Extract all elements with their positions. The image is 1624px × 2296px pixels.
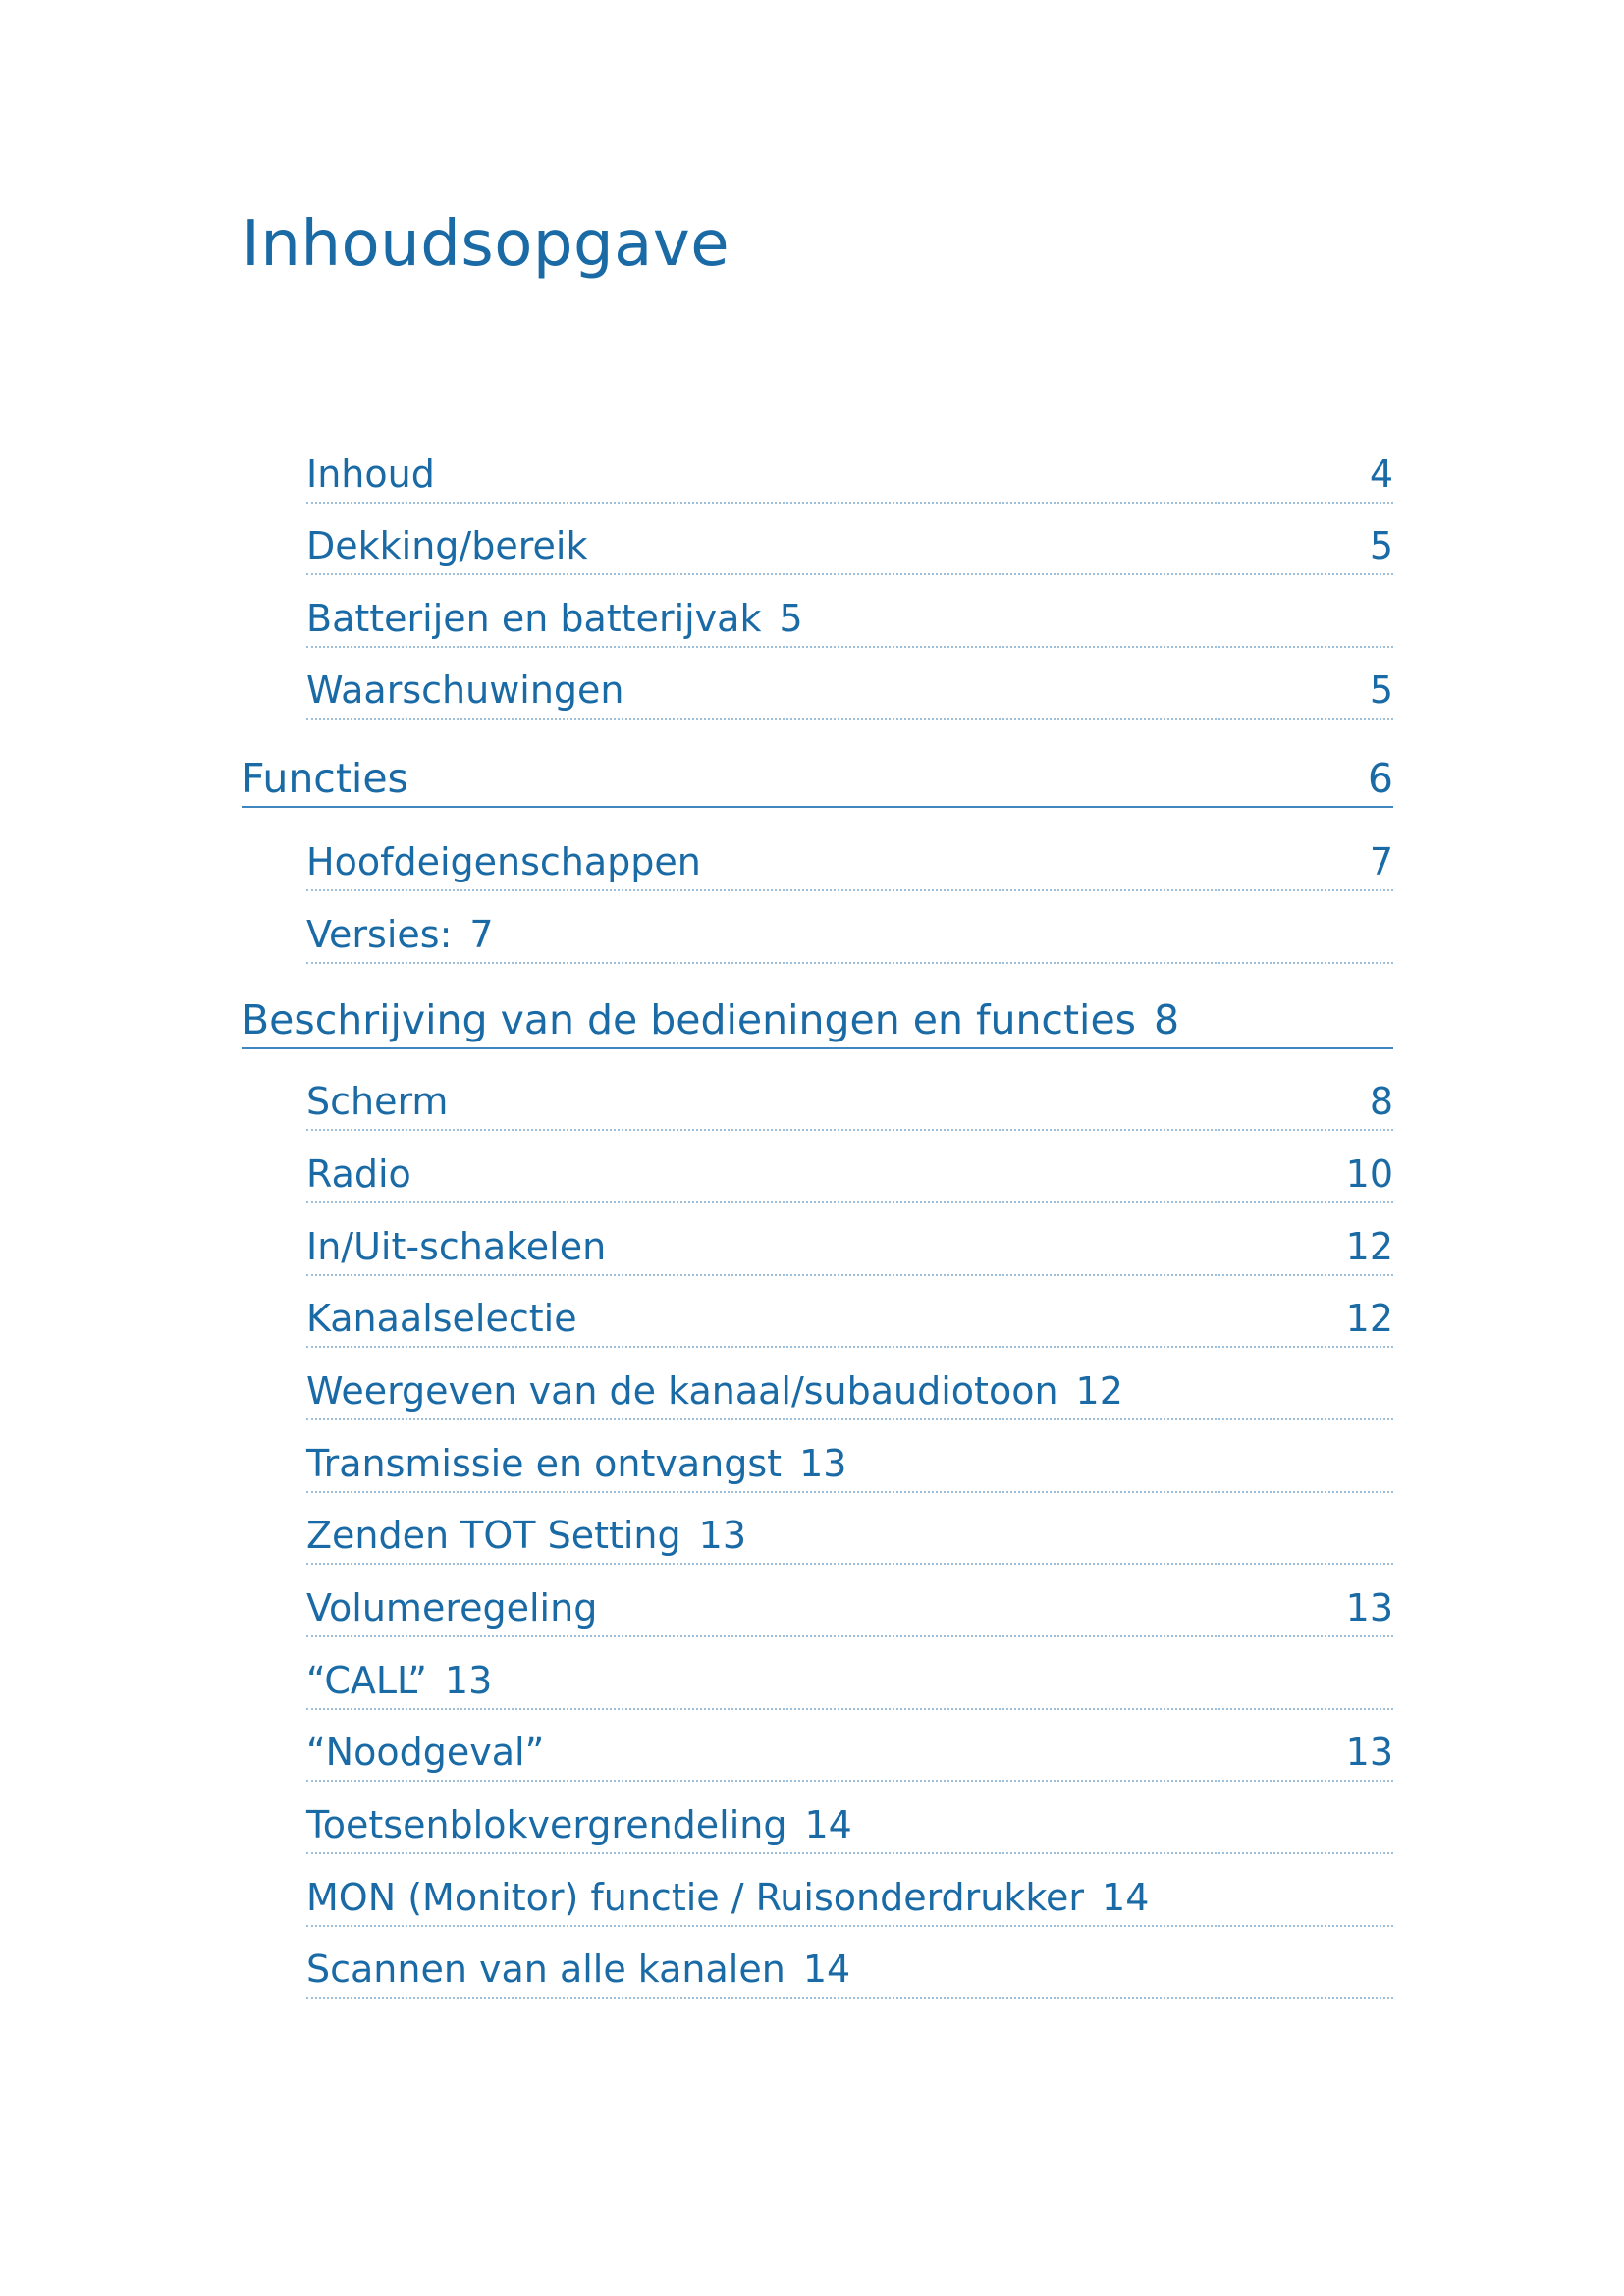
toc-entry-page: 13 bbox=[698, 1514, 746, 1557]
toc-entry-page: 14 bbox=[804, 1803, 852, 1846]
toc-entry[interactable] bbox=[306, 597, 1393, 648]
toc-entry-page: 14 bbox=[1102, 1876, 1150, 1919]
toc-entry[interactable] bbox=[306, 1369, 1393, 1420]
toc-entry[interactable] bbox=[306, 1080, 1393, 1131]
toc-entry-label: In/Uit-schakelen bbox=[306, 1225, 607, 1268]
toc-entry-page: 5 bbox=[1369, 524, 1393, 567]
toc-entry[interactable] bbox=[306, 1803, 1393, 1854]
toc-entry-label: “CALL” bbox=[306, 1659, 427, 1702]
toc-entry[interactable] bbox=[306, 1948, 1393, 1999]
toc-entry-page: 7 bbox=[469, 913, 494, 956]
toc-entry-label: Volumeregeling bbox=[306, 1586, 598, 1629]
toc-section-label: Functies bbox=[242, 755, 408, 802]
toc-entry[interactable] bbox=[306, 1514, 1393, 1565]
toc-entry-page: 5 bbox=[1369, 668, 1393, 712]
toc-entry-label: Dekking/bereik bbox=[306, 524, 588, 567]
toc-entry-label: Scherm bbox=[306, 1080, 449, 1123]
toc-section-label: Beschrijving van de bedieningen en functies bbox=[242, 996, 1137, 1043]
toc-entry-label: “Noodgeval” bbox=[306, 1731, 545, 1774]
toc-entry-page: 5 bbox=[779, 597, 803, 640]
toc-entry[interactable] bbox=[306, 1876, 1393, 1927]
toc-entry-label: Batterijen en batterijvak bbox=[306, 597, 762, 640]
toc-entry[interactable] bbox=[306, 1152, 1393, 1203]
toc-entry[interactable] bbox=[306, 1442, 1393, 1493]
toc-entry-page: 12 bbox=[1345, 1225, 1393, 1268]
toc-entry-label: Hoofdeigenschappen bbox=[306, 840, 701, 883]
toc-entry-page: 10 bbox=[1345, 1152, 1393, 1196]
toc-section-page: 6 bbox=[1367, 755, 1393, 802]
toc-entry[interactable] bbox=[306, 1586, 1393, 1637]
toc-entry-page: 4 bbox=[1369, 453, 1393, 496]
toc-entry-label: Transmissie en ontvangst bbox=[306, 1442, 783, 1485]
toc-entry-page: 12 bbox=[1345, 1297, 1393, 1340]
toc-entry-page: 13 bbox=[799, 1442, 847, 1485]
toc-entry-page: 7 bbox=[1369, 840, 1393, 883]
page-title: Inhoudsopgave bbox=[242, 208, 731, 281]
toc-entry[interactable] bbox=[306, 913, 1393, 964]
toc-entry-label: Weergeven van de kanaal/subaudiotoon bbox=[306, 1369, 1058, 1413]
toc-entry[interactable] bbox=[306, 453, 1393, 504]
toc-entry[interactable] bbox=[306, 1297, 1393, 1348]
toc-entry[interactable] bbox=[306, 840, 1393, 891]
toc-section[interactable] bbox=[242, 757, 1393, 808]
toc-entry-label: Versies: bbox=[306, 913, 453, 956]
toc-entry-page: 12 bbox=[1075, 1369, 1123, 1413]
toc-entry-label: Zenden TOT Setting bbox=[306, 1514, 681, 1557]
toc-entry-page: 8 bbox=[1369, 1080, 1393, 1123]
toc-entry[interactable] bbox=[306, 1225, 1393, 1276]
toc-section-page: 8 bbox=[1154, 996, 1180, 1043]
toc-entry-page: 13 bbox=[1345, 1731, 1393, 1774]
toc-entry[interactable] bbox=[306, 1731, 1393, 1782]
toc-entry-label: Scannen van alle kanalen bbox=[306, 1948, 785, 1991]
toc-entry-label: Inhoud bbox=[306, 453, 435, 496]
toc-entry[interactable] bbox=[306, 668, 1393, 720]
toc-entry[interactable] bbox=[306, 1659, 1393, 1710]
toc-entry-label: Kanaalselectie bbox=[306, 1297, 577, 1340]
toc-section[interactable] bbox=[242, 998, 1393, 1049]
toc-entry-page: 13 bbox=[1345, 1586, 1393, 1629]
toc-entry-page: 13 bbox=[444, 1659, 493, 1702]
toc-entry-label: MON (Monitor) functie / Ruisonderdrukker bbox=[306, 1876, 1085, 1919]
toc-entry-label: Waarschuwingen bbox=[306, 668, 624, 712]
toc-entry[interactable] bbox=[306, 524, 1393, 575]
toc-entry-label: Radio bbox=[306, 1152, 411, 1196]
toc-entry-page: 14 bbox=[802, 1948, 851, 1991]
toc-entry-label: Toetsenblokvergrendeling bbox=[306, 1803, 787, 1846]
